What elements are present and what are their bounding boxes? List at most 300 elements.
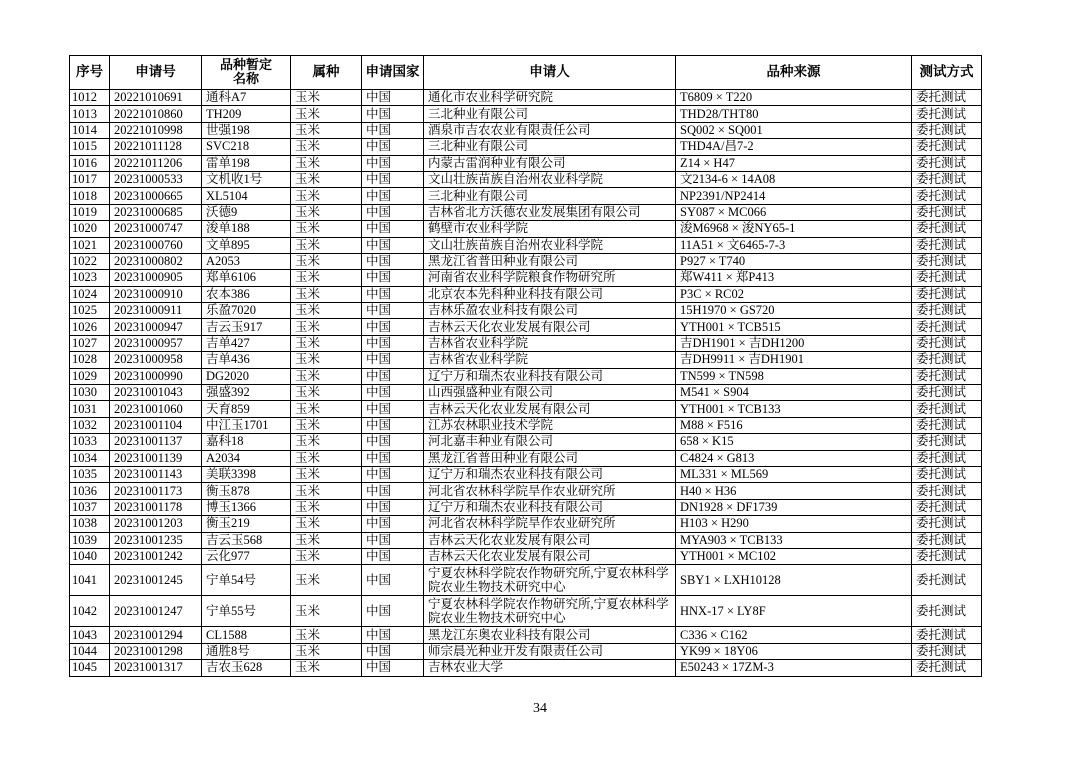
cell-source: 郑W411 × 郑P413 [676, 270, 912, 286]
cell-country: 中国 [362, 286, 424, 302]
cell-source: HNX-17 × LY8F [676, 596, 912, 627]
cell-genus: 玉米 [291, 401, 362, 417]
cell-genus: 玉米 [291, 188, 362, 204]
cell-genus: 玉米 [291, 303, 362, 319]
header-seq: 序号 [70, 56, 110, 90]
cell-genus: 玉米 [291, 627, 362, 643]
cell-method: 委托测试 [912, 499, 982, 515]
table-row [70, 565, 982, 596]
cell-source: 浚M6968 × 浚NY65-1 [676, 221, 912, 237]
header-source: 品种来源 [676, 56, 912, 90]
cell-genus: 玉米 [291, 335, 362, 351]
cell-applicant: 宁夏农林科学院农作物研究所,宁夏农林科学院农业生物技术研究中心 [424, 565, 676, 596]
cell-applicant: 吉林省农业科学院 [424, 335, 676, 351]
cell-app-no: 20231001178 [110, 499, 202, 515]
cell-name: 中江玉1701 [202, 417, 291, 433]
cell-seq: 1027 [70, 335, 110, 351]
cell-method: 委托测试 [912, 385, 982, 401]
cell-method: 委托测试 [912, 171, 982, 187]
cell-source: SY087 × MC066 [676, 204, 912, 220]
cell-name: 吉云玉568 [202, 532, 291, 548]
cell-country: 中国 [362, 106, 424, 122]
cell-applicant: 吉林云天化农业发展有限公司 [424, 532, 676, 548]
cell-method: 委托测试 [912, 122, 982, 138]
cell-method: 委托测试 [912, 335, 982, 351]
cell-method: 委托测试 [912, 660, 982, 676]
cell-country: 中国 [362, 221, 424, 237]
cell-source: P3C × RC02 [676, 286, 912, 302]
cell-method: 委托测试 [912, 368, 982, 384]
cell-method: 委托测试 [912, 253, 982, 269]
page-number: 34 [533, 701, 547, 716]
table-row [70, 483, 982, 499]
cell-name: SVC218 [202, 139, 291, 155]
table-row [70, 596, 982, 627]
header-method: 测试方式 [912, 56, 982, 90]
cell-applicant: 河南省农业科学院粮食作物研究所 [424, 270, 676, 286]
cell-seq: 1026 [70, 319, 110, 335]
cell-method: 委托测试 [912, 303, 982, 319]
cell-app-no: 20231001104 [110, 417, 202, 433]
cell-app-no: 20231001245 [110, 565, 202, 596]
cell-genus: 玉米 [291, 660, 362, 676]
cell-seq: 1022 [70, 253, 110, 269]
cell-applicant: 吉林云天化农业发展有限公司 [424, 401, 676, 417]
cell-country: 中国 [362, 270, 424, 286]
cell-app-no: 20221010998 [110, 122, 202, 138]
cell-method: 委托测试 [912, 90, 982, 106]
cell-country: 中国 [362, 188, 424, 204]
cell-seq: 1044 [70, 643, 110, 659]
cell-genus: 玉米 [291, 643, 362, 659]
cell-seq: 1035 [70, 466, 110, 482]
table-row [70, 335, 982, 351]
cell-app-no: 20221011206 [110, 155, 202, 171]
cell-method: 委托测试 [912, 155, 982, 171]
cell-seq: 1040 [70, 548, 110, 564]
cell-country: 中国 [362, 204, 424, 220]
cell-app-no: 20231001235 [110, 532, 202, 548]
cell-genus: 玉米 [291, 516, 362, 532]
cell-genus: 玉米 [291, 565, 362, 596]
cell-seq: 1014 [70, 122, 110, 138]
header-genus: 属种 [291, 56, 362, 90]
cell-applicant: 三北种业有限公司 [424, 106, 676, 122]
cell-country: 中国 [362, 417, 424, 433]
cell-applicant: 内蒙古雷润种业有限公司 [424, 155, 676, 171]
cell-name: 嘉科18 [202, 434, 291, 450]
cell-applicant: 河北嘉丰种业有限公司 [424, 434, 676, 450]
cell-source: THD4A/昌7-2 [676, 139, 912, 155]
cell-genus: 玉米 [291, 204, 362, 220]
cell-country: 中国 [362, 253, 424, 269]
cell-name: 宁单55号 [202, 596, 291, 627]
cell-name: A2053 [202, 253, 291, 269]
cell-genus: 玉米 [291, 483, 362, 499]
table-header [70, 56, 982, 90]
table-row [70, 90, 982, 106]
cell-app-no: 20221010691 [110, 90, 202, 106]
cell-method: 委托测试 [912, 466, 982, 482]
cell-name: XL5104 [202, 188, 291, 204]
cell-country: 中国 [362, 335, 424, 351]
cell-applicant: 辽宁万和瑞杰农业科技有限公司 [424, 368, 676, 384]
cell-name: 通科A7 [202, 90, 291, 106]
cell-app-no: 20221010860 [110, 106, 202, 122]
cell-seq: 1038 [70, 516, 110, 532]
cell-seq: 1025 [70, 303, 110, 319]
cell-country: 中国 [362, 385, 424, 401]
cell-country: 中国 [362, 434, 424, 450]
cell-seq: 1019 [70, 204, 110, 220]
cell-seq: 1029 [70, 368, 110, 384]
cell-method: 委托测试 [912, 139, 982, 155]
cell-country: 中国 [362, 450, 424, 466]
cell-genus: 玉米 [291, 368, 362, 384]
cell-name: 衡玉878 [202, 483, 291, 499]
table-row [70, 368, 982, 384]
cell-applicant: 山西强盛种业有限公司 [424, 385, 676, 401]
cell-genus: 玉米 [291, 122, 362, 138]
cell-source: 658 × K15 [676, 434, 912, 450]
cell-genus: 玉米 [291, 171, 362, 187]
cell-country: 中国 [362, 171, 424, 187]
cell-genus: 玉米 [291, 139, 362, 155]
cell-applicant: 辽宁万和瑞杰农业科技有限公司 [424, 499, 676, 515]
cell-app-no: 20221011128 [110, 139, 202, 155]
cell-seq: 1016 [70, 155, 110, 171]
cell-country: 中国 [362, 368, 424, 384]
cell-applicant: 河北省农林科学院旱作农业研究所 [424, 516, 676, 532]
cell-method: 委托测试 [912, 434, 982, 450]
cell-source: SBY1 × LXH10128 [676, 565, 912, 596]
table-row [70, 466, 982, 482]
table-row [70, 532, 982, 548]
cell-app-no: 20231000957 [110, 335, 202, 351]
cell-country: 中国 [362, 660, 424, 676]
cell-app-no: 20231000685 [110, 204, 202, 220]
table-row [70, 122, 982, 138]
cell-seq: 1013 [70, 106, 110, 122]
table-row [70, 401, 982, 417]
cell-name: 吉农玉628 [202, 660, 291, 676]
cell-app-no: 20231000802 [110, 253, 202, 269]
cell-method: 委托测试 [912, 532, 982, 548]
cell-country: 中国 [362, 548, 424, 564]
cell-seq: 1036 [70, 483, 110, 499]
cell-seq: 1024 [70, 286, 110, 302]
cell-seq: 1033 [70, 434, 110, 450]
cell-applicant: 文山壮族苗族自治州农业科学院 [424, 237, 676, 253]
cell-applicant: 鹤壁市农业科学院 [424, 221, 676, 237]
table-row [70, 516, 982, 532]
cell-applicant: 文山壮族苗族自治州农业科学院 [424, 171, 676, 187]
cell-name: 世强198 [202, 122, 291, 138]
cell-name: DG2020 [202, 368, 291, 384]
cell-source: YK99 × 18Y06 [676, 643, 912, 659]
cell-app-no: 20231000947 [110, 319, 202, 335]
cell-app-no: 20231001298 [110, 643, 202, 659]
cell-country: 中国 [362, 466, 424, 482]
cell-genus: 玉米 [291, 155, 362, 171]
cell-seq: 1023 [70, 270, 110, 286]
cell-applicant: 黑龙江东奥农业科技有限公司 [424, 627, 676, 643]
cell-applicant: 吉林云天化农业发展有限公司 [424, 548, 676, 564]
cell-country: 中国 [362, 565, 424, 596]
cell-method: 委托测试 [912, 401, 982, 417]
cell-app-no: 20231001203 [110, 516, 202, 532]
cell-applicant: 江苏农林职业技术学院 [424, 417, 676, 433]
cell-source: TN599 × TN598 [676, 368, 912, 384]
cell-method: 委托测试 [912, 221, 982, 237]
header-app-no: 申请号 [110, 56, 202, 90]
cell-applicant: 黑龙江省普田种业有限公司 [424, 450, 676, 466]
cell-app-no: 20231001043 [110, 385, 202, 401]
cell-app-no: 20231000958 [110, 352, 202, 368]
cell-name: 农本386 [202, 286, 291, 302]
table-row [70, 171, 982, 187]
cell-method: 委托测试 [912, 627, 982, 643]
cell-name: 吉单427 [202, 335, 291, 351]
cell-applicant: 三北种业有限公司 [424, 188, 676, 204]
cell-app-no: 20231001242 [110, 548, 202, 564]
table-row [70, 643, 982, 659]
cell-seq: 1017 [70, 171, 110, 187]
table-row [70, 434, 982, 450]
cell-source: M541 × S904 [676, 385, 912, 401]
cell-applicant: 吉林云天化农业发展有限公司 [424, 319, 676, 335]
cell-country: 中国 [362, 643, 424, 659]
cell-method: 委托测试 [912, 204, 982, 220]
cell-source: M88 × F516 [676, 417, 912, 433]
cell-applicant: 北京农本先科种业科技有限公司 [424, 286, 676, 302]
cell-seq: 1021 [70, 237, 110, 253]
cell-name: 沃德9 [202, 204, 291, 220]
cell-app-no: 20231000760 [110, 237, 202, 253]
cell-source: E50243 × 17ZM-3 [676, 660, 912, 676]
cell-name: A2034 [202, 450, 291, 466]
cell-applicant: 师宗晨光种业开发有限责任公司 [424, 643, 676, 659]
cell-genus: 玉米 [291, 434, 362, 450]
cell-country: 中国 [362, 303, 424, 319]
cell-name: 郑单6106 [202, 270, 291, 286]
cell-seq: 1041 [70, 565, 110, 596]
cell-source: 吉DH1901 × 吉DH1200 [676, 335, 912, 351]
cell-app-no: 20231001247 [110, 596, 202, 627]
cell-country: 中国 [362, 352, 424, 368]
cell-name: 天育859 [202, 401, 291, 417]
cell-applicant: 吉林农业大学 [424, 660, 676, 676]
cell-name: 云化977 [202, 548, 291, 564]
cell-genus: 玉米 [291, 385, 362, 401]
table-row [70, 385, 982, 401]
table-row [70, 417, 982, 433]
cell-method: 委托测试 [912, 106, 982, 122]
table-row [70, 155, 982, 171]
cell-source: NP2391/NP2414 [676, 188, 912, 204]
cell-app-no: 20231001294 [110, 627, 202, 643]
cell-method: 委托测试 [912, 516, 982, 532]
cell-name: 文单895 [202, 237, 291, 253]
cell-source: YTH001 × MC102 [676, 548, 912, 564]
cell-app-no: 20231000910 [110, 286, 202, 302]
table-row [70, 319, 982, 335]
cell-applicant: 吉林乐盈农业科技有限公司 [424, 303, 676, 319]
cell-source: T6809 × T220 [676, 90, 912, 106]
cell-genus: 玉米 [291, 221, 362, 237]
cell-method: 委托测试 [912, 352, 982, 368]
table-row [70, 352, 982, 368]
cell-genus: 玉米 [291, 499, 362, 515]
cell-country: 中国 [362, 532, 424, 548]
cell-name: 宁单54号 [202, 565, 291, 596]
cell-seq: 1012 [70, 90, 110, 106]
variety-table [69, 55, 982, 677]
cell-genus: 玉米 [291, 106, 362, 122]
table-row [70, 627, 982, 643]
cell-seq: 1034 [70, 450, 110, 466]
cell-source: 吉DH9911 × 吉DH1901 [676, 352, 912, 368]
cell-source: 文2134-6 × 14A08 [676, 171, 912, 187]
cell-source: YTH001 × TCB133 [676, 401, 912, 417]
cell-seq: 1031 [70, 401, 110, 417]
cell-source: THD28/THT80 [676, 106, 912, 122]
cell-app-no: 20231000747 [110, 221, 202, 237]
cell-app-no: 20231001173 [110, 483, 202, 499]
cell-app-no: 20231000533 [110, 171, 202, 187]
table-row [70, 237, 982, 253]
cell-applicant: 三北种业有限公司 [424, 139, 676, 155]
cell-method: 委托测试 [912, 450, 982, 466]
cell-name: 衡玉219 [202, 516, 291, 532]
cell-country: 中国 [362, 401, 424, 417]
cell-name: 文机收1号 [202, 171, 291, 187]
cell-seq: 1030 [70, 385, 110, 401]
cell-seq: 1042 [70, 596, 110, 627]
cell-source: YTH001 × TCB515 [676, 319, 912, 335]
cell-app-no: 20231000905 [110, 270, 202, 286]
header-applicant: 申请人 [424, 56, 676, 90]
cell-app-no: 20231000911 [110, 303, 202, 319]
cell-source: P927 × T740 [676, 253, 912, 269]
cell-genus: 玉米 [291, 270, 362, 286]
table-row [70, 106, 982, 122]
cell-app-no: 20231001143 [110, 466, 202, 482]
cell-name: 通胜8号 [202, 643, 291, 659]
table-row [70, 221, 982, 237]
cell-method: 委托测试 [912, 548, 982, 564]
cell-app-no: 20231001137 [110, 434, 202, 450]
cell-name: 雷单198 [202, 155, 291, 171]
cell-genus: 玉米 [291, 466, 362, 482]
cell-genus: 玉米 [291, 596, 362, 627]
cell-method: 委托测试 [912, 565, 982, 596]
cell-app-no: 20231000990 [110, 368, 202, 384]
header-country: 申请国家 [362, 56, 424, 90]
table-row [70, 253, 982, 269]
cell-applicant: 通化市农业科学研究院 [424, 90, 676, 106]
table-row [70, 303, 982, 319]
cell-source: SQ002 × SQ001 [676, 122, 912, 138]
cell-app-no: 20231001060 [110, 401, 202, 417]
cell-name: TH209 [202, 106, 291, 122]
table-row [70, 270, 982, 286]
cell-app-no: 20231001139 [110, 450, 202, 466]
cell-country: 中国 [362, 499, 424, 515]
cell-country: 中国 [362, 627, 424, 643]
cell-seq: 1018 [70, 188, 110, 204]
table-row [70, 204, 982, 220]
cell-country: 中国 [362, 319, 424, 335]
cell-source: MYA903 × TCB133 [676, 532, 912, 548]
cell-genus: 玉米 [291, 532, 362, 548]
table-row [70, 548, 982, 564]
cell-genus: 玉米 [291, 319, 362, 335]
cell-genus: 玉米 [291, 237, 362, 253]
cell-name: 吉云玉917 [202, 319, 291, 335]
cell-name: CL1588 [202, 627, 291, 643]
cell-country: 中国 [362, 516, 424, 532]
cell-method: 委托测试 [912, 643, 982, 659]
cell-name: 强盛392 [202, 385, 291, 401]
cell-genus: 玉米 [291, 417, 362, 433]
cell-applicant: 河北省农林科学院旱作农业研究所 [424, 483, 676, 499]
cell-seq: 1032 [70, 417, 110, 433]
cell-method: 委托测试 [912, 596, 982, 627]
cell-applicant: 宁夏农林科学院农作物研究所,宁夏农林科学院农业生物技术研究中心 [424, 596, 676, 627]
cell-seq: 1043 [70, 627, 110, 643]
cell-name: 博玉1366 [202, 499, 291, 515]
cell-source: DN1928 × DF1739 [676, 499, 912, 515]
cell-name: 美联3398 [202, 466, 291, 482]
cell-country: 中国 [362, 122, 424, 138]
cell-seq: 1045 [70, 660, 110, 676]
table-row [70, 286, 982, 302]
cell-applicant: 吉林省北方沃德农业发展集团有限公司 [424, 204, 676, 220]
table-body [70, 90, 982, 677]
cell-method: 委托测试 [912, 483, 982, 499]
cell-method: 委托测试 [912, 286, 982, 302]
cell-applicant: 吉林省农业科学院 [424, 352, 676, 368]
cell-source: ML331 × ML569 [676, 466, 912, 482]
table-row [70, 499, 982, 515]
table-row [70, 450, 982, 466]
cell-source: 15H1970 × GS720 [676, 303, 912, 319]
cell-app-no: 20231001317 [110, 660, 202, 676]
cell-country: 中国 [362, 90, 424, 106]
cell-applicant: 酒泉市吉农农业有限责任公司 [424, 122, 676, 138]
cell-genus: 玉米 [291, 548, 362, 564]
table-row [70, 660, 982, 676]
cell-method: 委托测试 [912, 319, 982, 335]
cell-genus: 玉米 [291, 286, 362, 302]
cell-seq: 1037 [70, 499, 110, 515]
cell-name: 吉单436 [202, 352, 291, 368]
cell-source: H40 × H36 [676, 483, 912, 499]
cell-country: 中国 [362, 237, 424, 253]
cell-genus: 玉米 [291, 352, 362, 368]
cell-genus: 玉米 [291, 90, 362, 106]
cell-method: 委托测试 [912, 270, 982, 286]
cell-genus: 玉米 [291, 450, 362, 466]
cell-source: H103 × H290 [676, 516, 912, 532]
cell-source: C336 × C162 [676, 627, 912, 643]
cell-source: Z14 × H47 [676, 155, 912, 171]
cell-source: 11A51 × 文6465-7-3 [676, 237, 912, 253]
cell-applicant: 辽宁万和瑞杰农业科技有限公司 [424, 466, 676, 482]
cell-seq: 1015 [70, 139, 110, 155]
cell-method: 委托测试 [912, 237, 982, 253]
